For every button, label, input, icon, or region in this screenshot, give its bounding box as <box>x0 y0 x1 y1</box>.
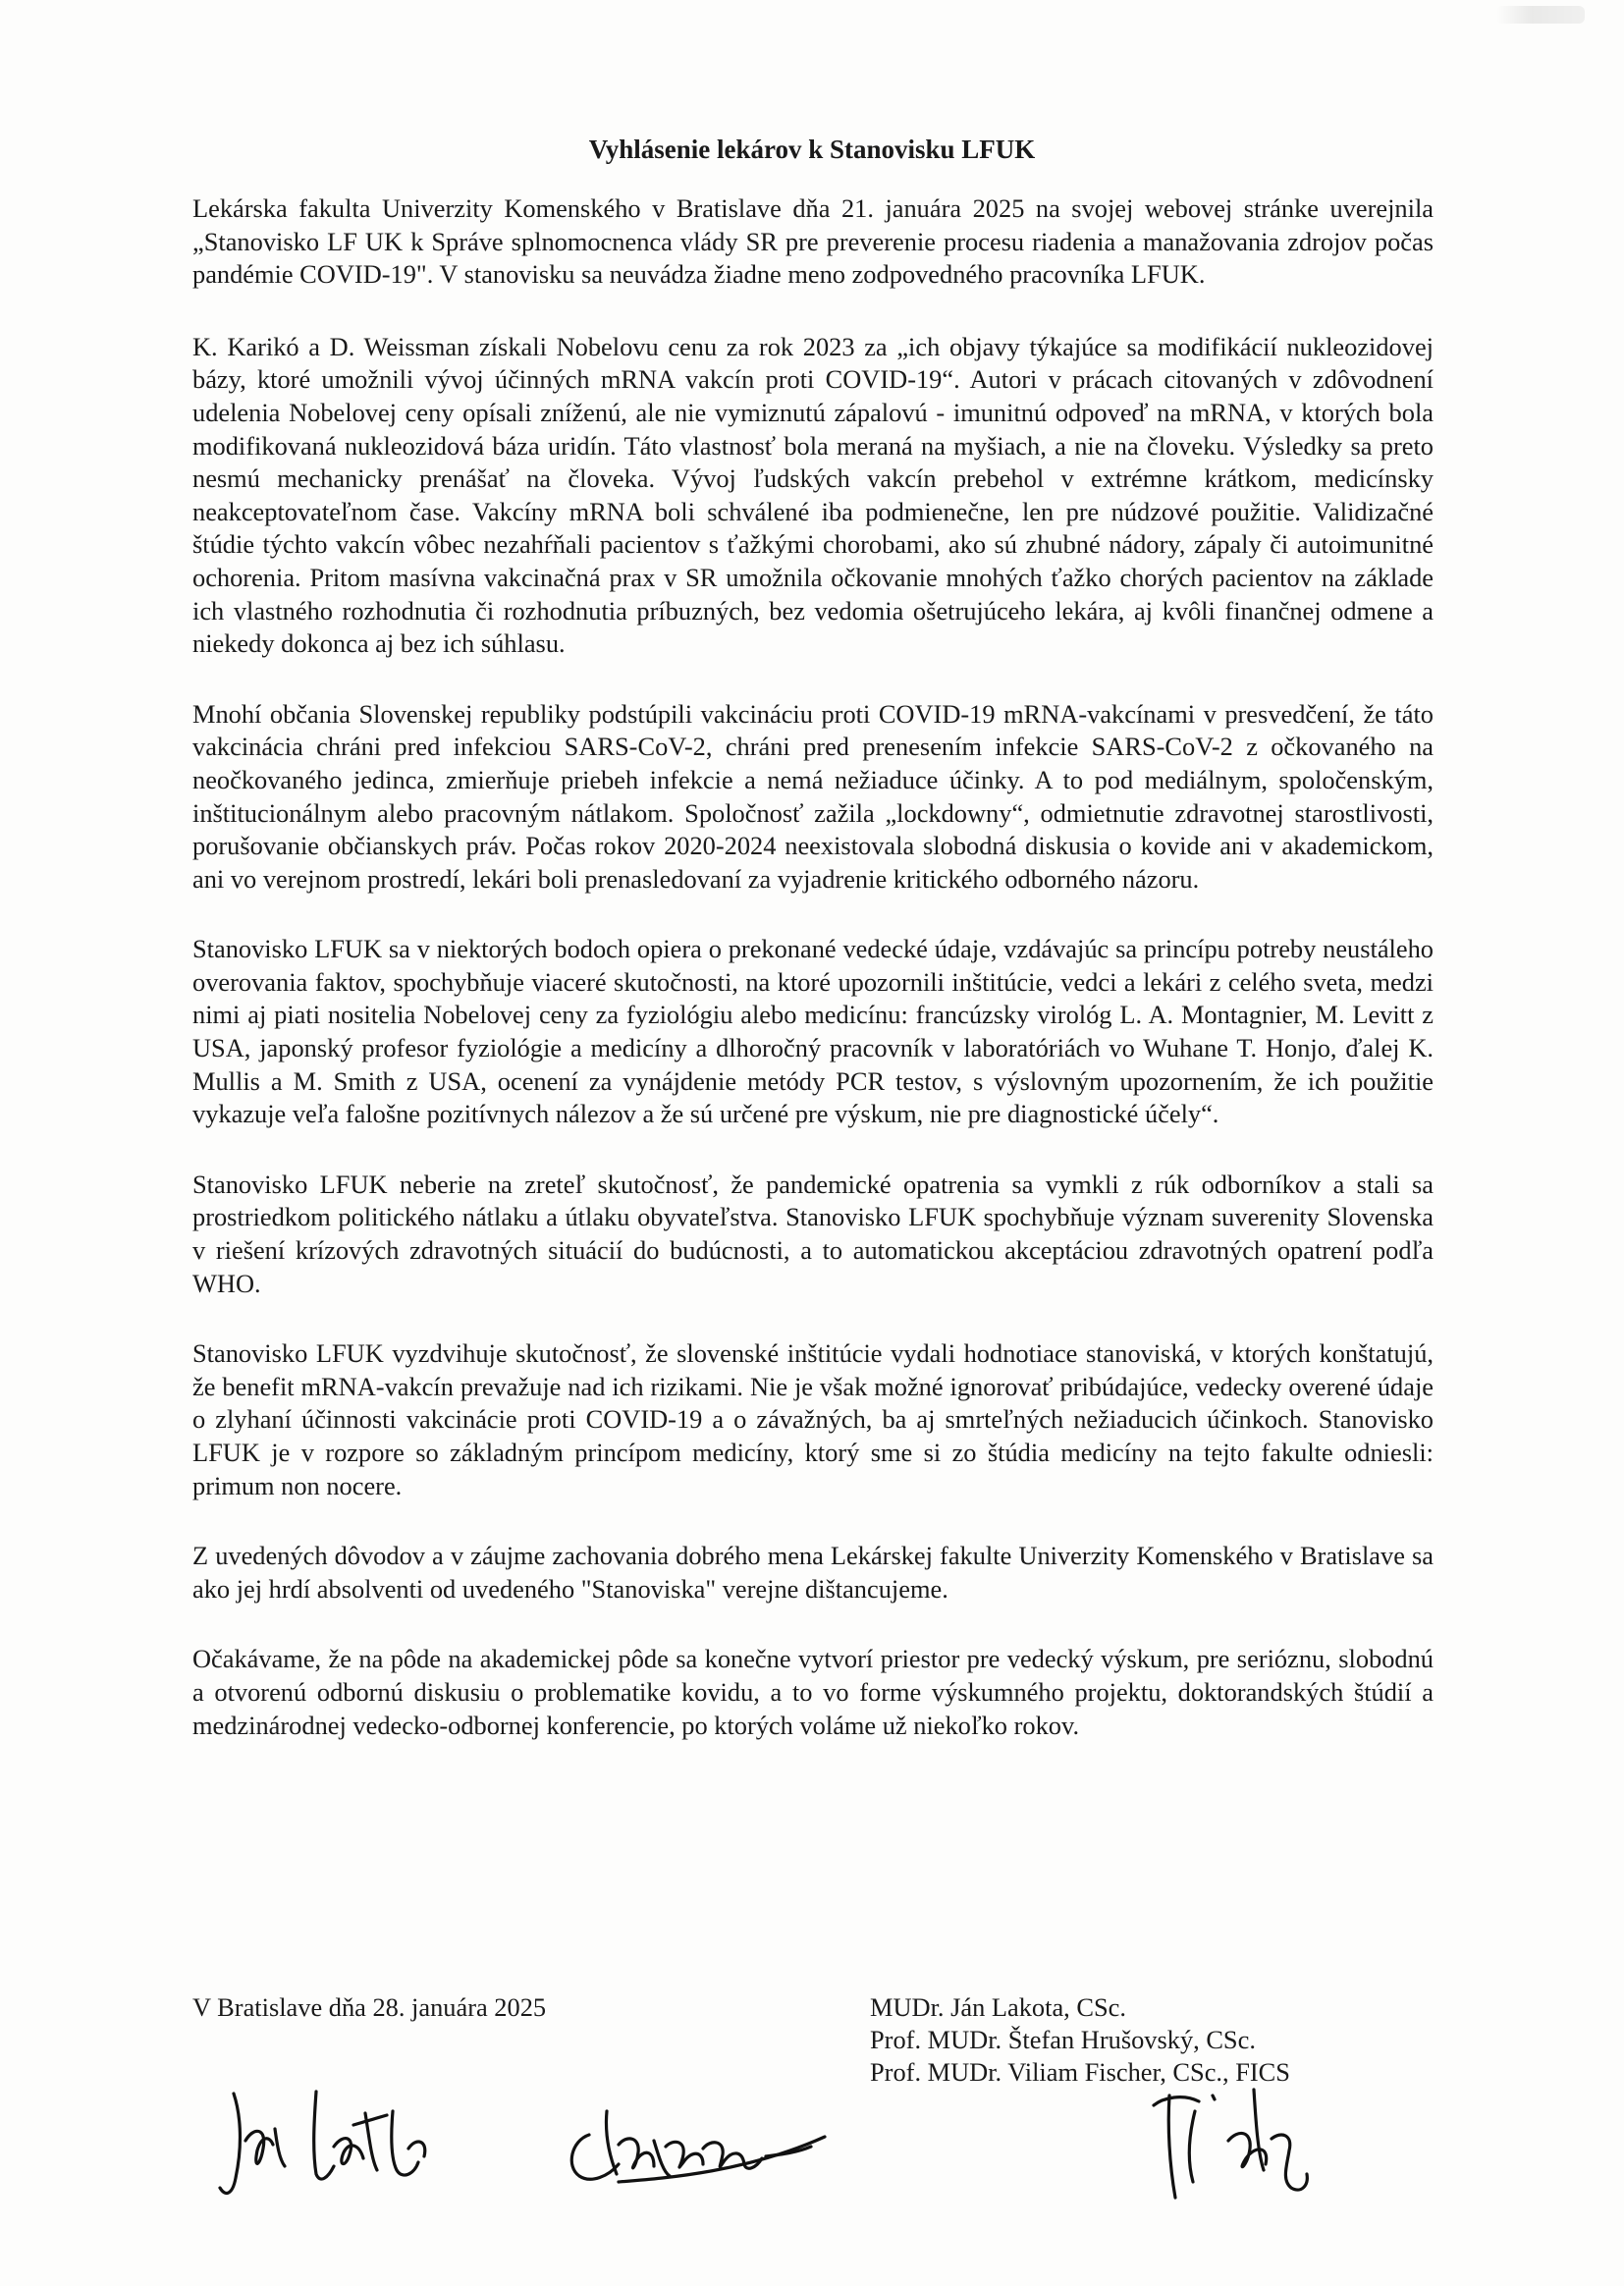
paragraph-nobel-prize: K. Karikó a D. Weissman získali Nobelovu cenu za rok 2023 za „ich objavy týkajúce sa modifikácií nukleozidovej bázy, ktoré umožnili vývoj účinných mRNA vakcín proti COVID-19“. Autori v prácach citovaných v zdôvodnení udelenia Nobelovej ceny opísali zníženú, ale nie vymiznutú zápalovú - imunitnú odpoveď na mRNA, v ktorých bola modifikovaná nukleozidová báza uridín. Táto vlastnosť bola meraná na myšiach, a nie na človeku. Výsledky sa preto nesmú mechanicky prenášať na človeka. Vývoj ľudských vakcín prebehol v extrémne krátkom, medicínsky neakceptovateľnom čase. Vakcíny mRNA boli schválené iba podmienečne, len pre núdzové použitie. Validizačné štúdie týchto vakcín vôbec nezahŕňali pacientov s ťažkými chorobami, ako sú zhubné nádory, zápaly či autoimunitné ochorenia. Pritom masívna vakcinačná prax v SR umožnila očkovanie mnohých ťažko chorých pacientov na základe ich vlastného rozhodnutia či rozhodnutia príbuzných, bez vedomia ošetrujúceho lekára, aj kvôli finančnej odmene a niekedy dokonca aj bez ich súhlasu. <box>192 331 1434 659</box>
document-title: Vyhlásenie lekárov k Stanovisku LFUK <box>588 135 1036 164</box>
signatures-area <box>0 2072 1624 2219</box>
paragraph-expectation: Očakávame, že na pôde na akademickej pôde sa konečne vytvorí priestor pre vedecký výskum, pre serióznu, slobodnú a otvorenú odbornú diskusiu o problematike kovidu, a to vo forme výskumného projektu, doktorandských štúdií a medzinárodnej vedecko-odbornej konferencie, po ktorých voláme už niekoľko rokov. <box>192 1644 1434 1740</box>
scan-artifact <box>1496 6 1585 24</box>
paragraph-outdated-data: Stanovisko LFUK sa v niektorých bodoch opiera o prekonané vedecké údaje, vzdávajúc sa princípu potreby neustáleho overovania faktov, spochybňuje viaceré skutočnosti, na ktoré upozornili inštitúcie, vedci a lekári z celého sveta, medzi nimi aj piati nositelia Nobelovej ceny za fyziológiu alebo medicínu: francúzsky virológ L. A. Montagnier, M. Levitt z USA, japonský profesor fyziológie a medicíny a dlhoročný pracovník v laboratóriách vo Wuhane T. Honjo, ďalej K. Mullis a M. Smith z USA, ocenení za vynájdenie metódy PCR testov, s výslovným upozornením, že ich použitie vykazuje veľa falošne pozitívnych nálezov a že sú určené pre výskum, nie pre diagnostické účely“. <box>192 934 1434 1129</box>
paragraph-distancing: Z uvedených dôvodov a v záujme zachovania dobrého mena Lekárskej fakulte Univerzity Komenského v Bratislave sa ako jej hrdí absolventi od uvedeného "Stanoviska" verejne dištancujeme. <box>192 1541 1434 1604</box>
paragraph-citizens-vaccination: Mnohí občania Slovenskej republiky podstúpili vakcináciu proti COVID-19 mRNA-vakcínami v presvedčení, že táto vakcinácia chráni pred infekciou SARS-CoV-2, chráni pred prenesením infekcie SARS-CoV-2 z očkovaného na neočkovaného jedinca, zmierňuje priebeh infekcie a nemá nežiaduce účinky. A to pod mediálnym, spoločenským, inštitucionálnym alebo pracovným nátlakom. Spoločnosť zažila „lockdowny“, odmietnutie zdravotnej starostlivosti, porušovanie občianskych práv. Počas rokov 2020-2024 neexistovala slobodná diskusia o kovide ani v akademickom, ani vo verejnom prostredí, lekári boli prenasledovaní za vyjadrenie kritického odborného názoru. <box>192 698 1434 894</box>
signatory-2: Prof. MUDr. Štefan Hrušovský, CSc. <box>870 2025 1256 2054</box>
paragraph-pandemic-measures: Stanovisko LFUK neberie na zreteľ skutočnosť, že pandemické opatrenia sa vymkli z rúk odborníkov a stali sa prostriedkom politického nátlaku a útlaku obyvateľstva. Stanovisko LFUK spochybňuje význam suverenity Slovenska v riešení krízových zdravotných situácií do budúcnosti, a to automatickou akceptáciou zdravotných opatrení podľa WHO. <box>192 1169 1434 1298</box>
paragraph-intro: Lekárska fakulta Univerzity Komenského v Bratislave dňa 21. januára 2025 na svojej webovej stránke uverejnila „Stanovisko LF UK k Správe splnomocnenca vlády SR pre preverenie procesu riadenia a manažovania zdrojov počas pandémie COVID-19". V stanovisku sa neuvádza žiadne meno zodpovedného pracovníka LFUK. <box>192 193 1434 290</box>
signature-lakota <box>206 2072 461 2219</box>
document-body <box>192 192 1434 1779</box>
place-and-date: V Bratislave dňa 28. januára 2025 <box>192 1992 547 2022</box>
signatory-3: Prof. MUDr. Viliam Fischer, CSc., FICS <box>870 2057 1290 2087</box>
signature-hrusovsky <box>550 2082 844 2209</box>
signatory-1: MUDr. Ján Lakota, CSc. <box>870 1992 1126 2022</box>
paragraph-benefit-risk: Stanovisko LFUK vyzdvihuje skutočnosť, že slovenské inštitúcie vydali hodnotiace stanoviská, v ktorých konštatujú, že benefit mRNA-vakcín prevažuje nad ich rizikami. Nie je však možné ignorovať pribúdajúce, vedecky overené údaje o zlyhaní účinnosti vakcinácie proti COVID-19 a o závažných, ba aj smrteľných nežiaducich účinkoch. Stanovisko LFUK je v rozpore so základným princípom medicíny, ktorý sme si zo štúdia medicíny na tejto fakulte odniesli: primum non nocere. <box>192 1338 1434 1500</box>
signature-fischer <box>1144 2072 1321 2219</box>
